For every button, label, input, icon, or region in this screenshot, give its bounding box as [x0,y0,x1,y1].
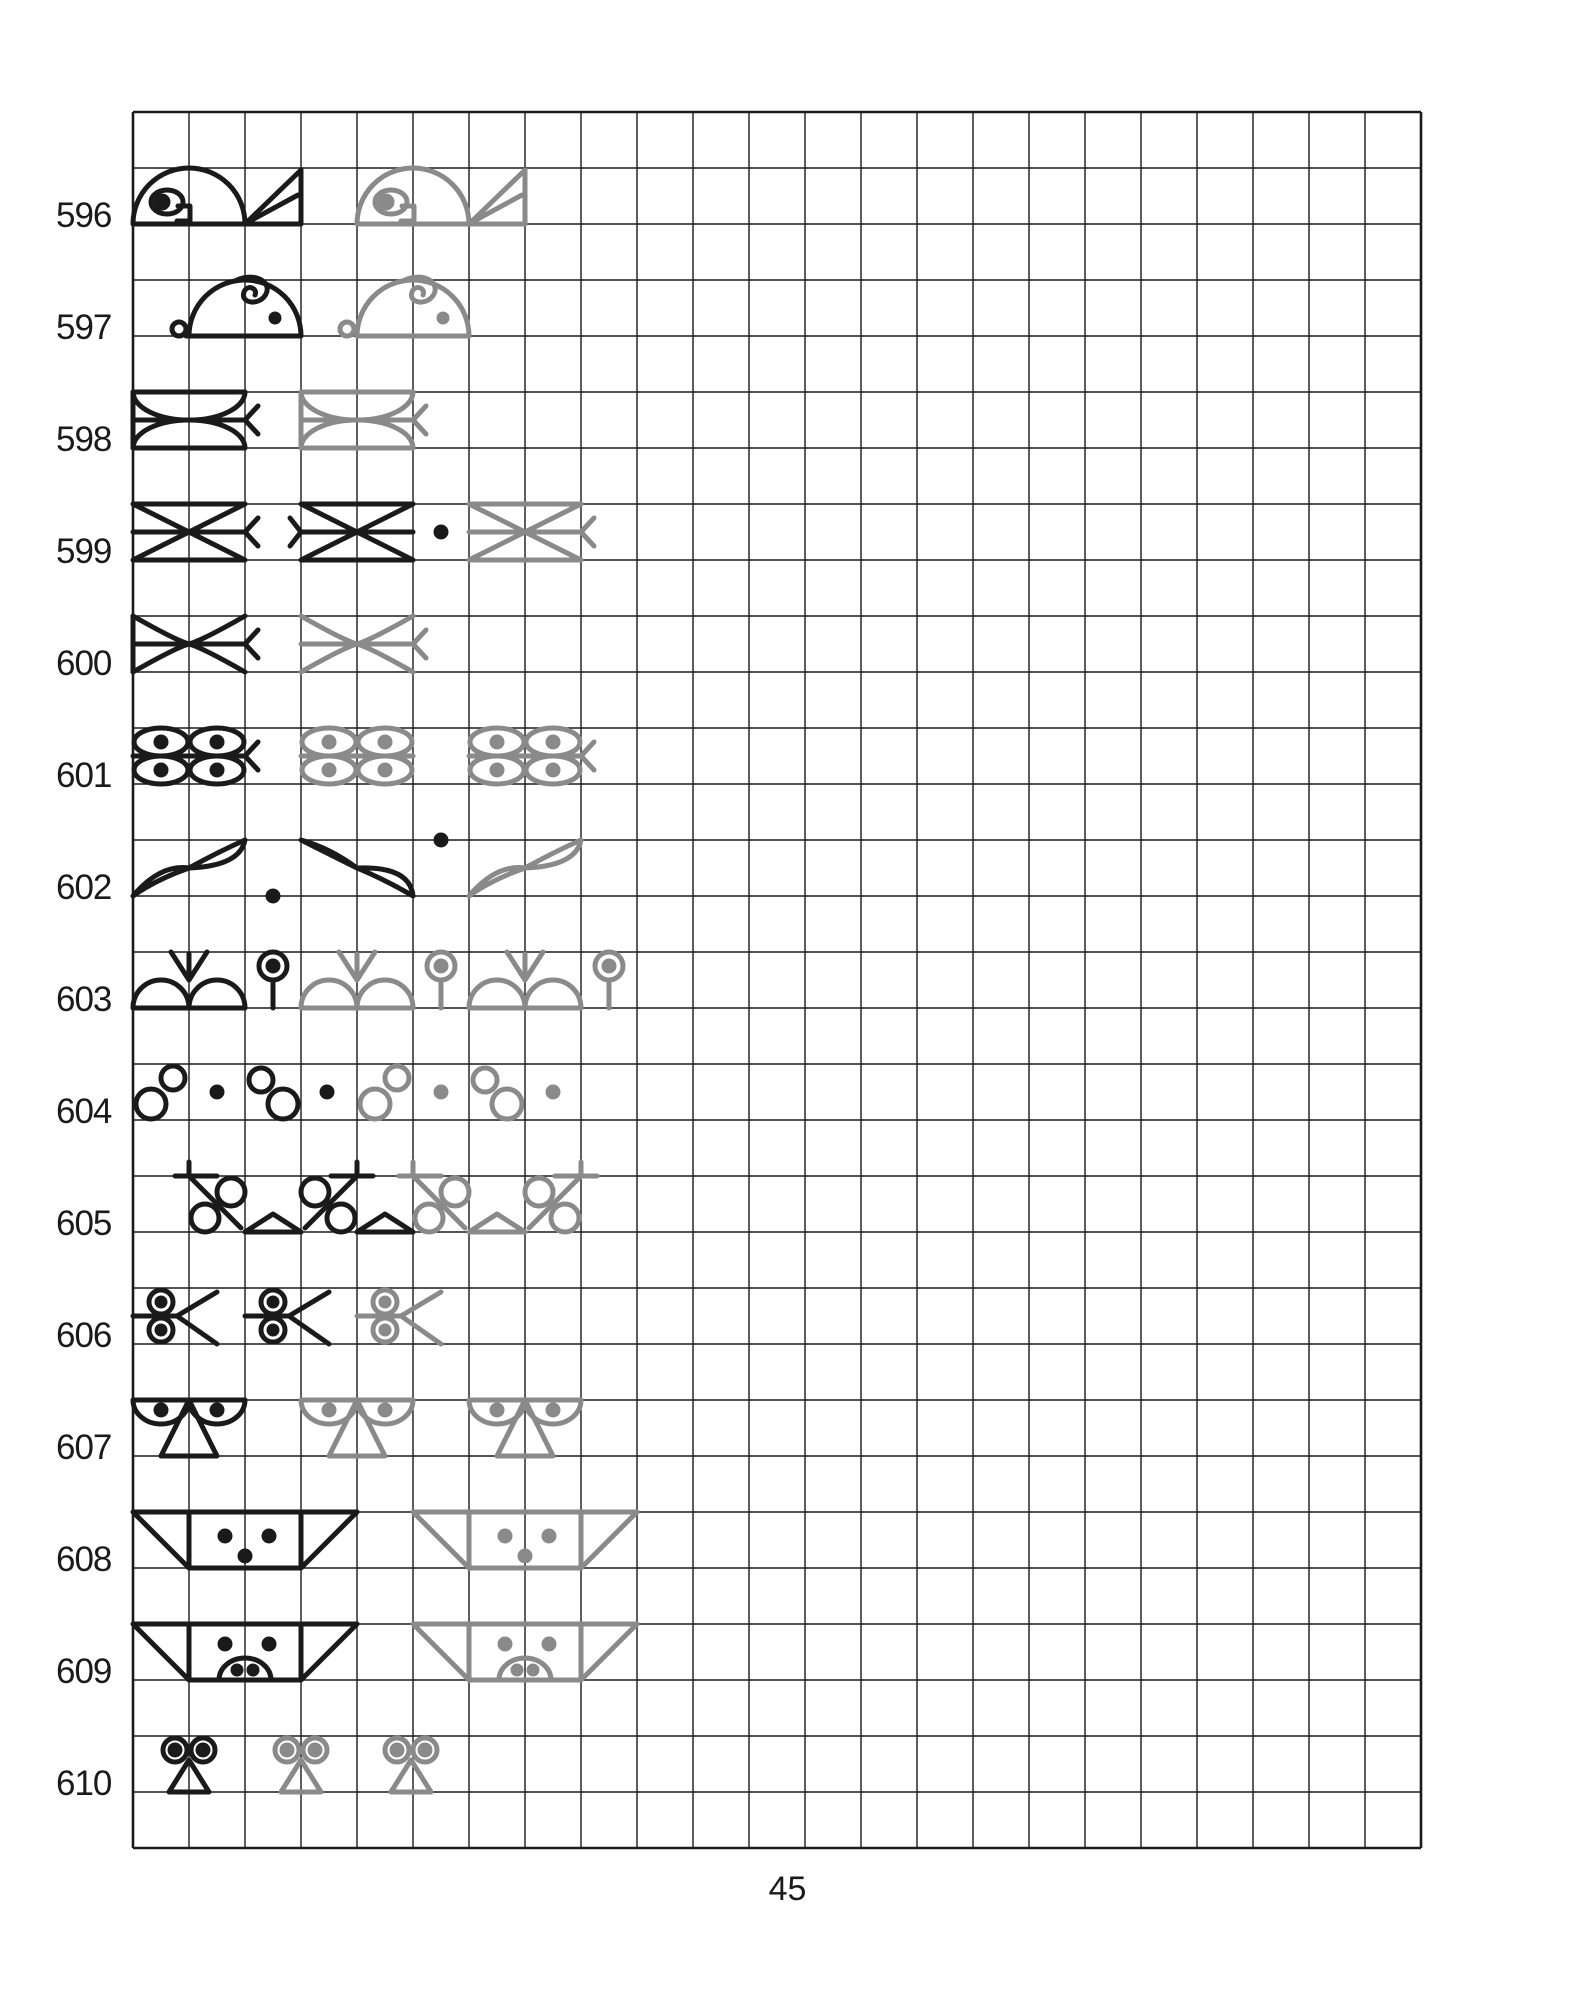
motif-610-trace-2 [385,1738,437,1792]
motif-606-trace [357,1290,441,1344]
motif-597-trace [340,277,469,336]
motif-603-trace-1 [301,952,455,1008]
motif-596-trace [357,168,525,224]
row-number-label: 607 [56,1428,112,1467]
motif-597 [172,277,469,336]
motif-600-trace [301,616,426,672]
motif-600-model [133,616,258,672]
motif-603 [133,952,623,1008]
motif-604-model [136,1066,332,1119]
motif-608 [133,1512,637,1568]
row-number-label: 597 [56,308,112,347]
page-number: 45 [768,1870,807,1908]
motif-609 [133,1624,637,1680]
motif-606-model [133,1290,329,1344]
row-number-label: 601 [56,756,112,795]
motif-598-trace [301,392,426,448]
row-number-label: 606 [56,1316,112,1355]
row-number-label: 602 [56,868,112,907]
motif-606 [133,1290,441,1344]
motif-596 [133,168,525,224]
row-number-label: 598 [56,420,112,459]
motif-599-model [133,504,446,560]
motif-599-trace [469,504,594,560]
row-number-label: 610 [56,1764,112,1803]
row-number-label: 605 [56,1204,112,1243]
motif-605-trace [399,1162,597,1232]
row-number-label: 608 [56,1540,112,1579]
motif-610 [163,1738,437,1792]
motif-597-model [172,277,301,336]
motif-605-model [175,1162,413,1232]
motif-604-trace [360,1066,558,1119]
row-number-label: 599 [56,532,112,571]
row-number-label: 604 [56,1092,112,1131]
motif-604 [136,1066,558,1119]
motif-601-trace-2 [469,728,594,784]
motif-600 [133,616,426,672]
row-number-label: 600 [56,644,112,683]
motif-598 [133,392,426,448]
motif-598-model [133,392,258,448]
motif-603-model [133,952,287,1008]
motif-603-trace-2 [469,952,623,1008]
motif-596-model [133,168,301,224]
motif-601 [133,728,594,784]
row-number-label: 603 [56,980,112,1019]
motif-602-model [133,835,446,901]
motif-601-model [133,728,258,784]
motif-605 [175,1162,597,1232]
row-number-label: 609 [56,1652,112,1691]
row-number-label: 596 [56,196,112,235]
